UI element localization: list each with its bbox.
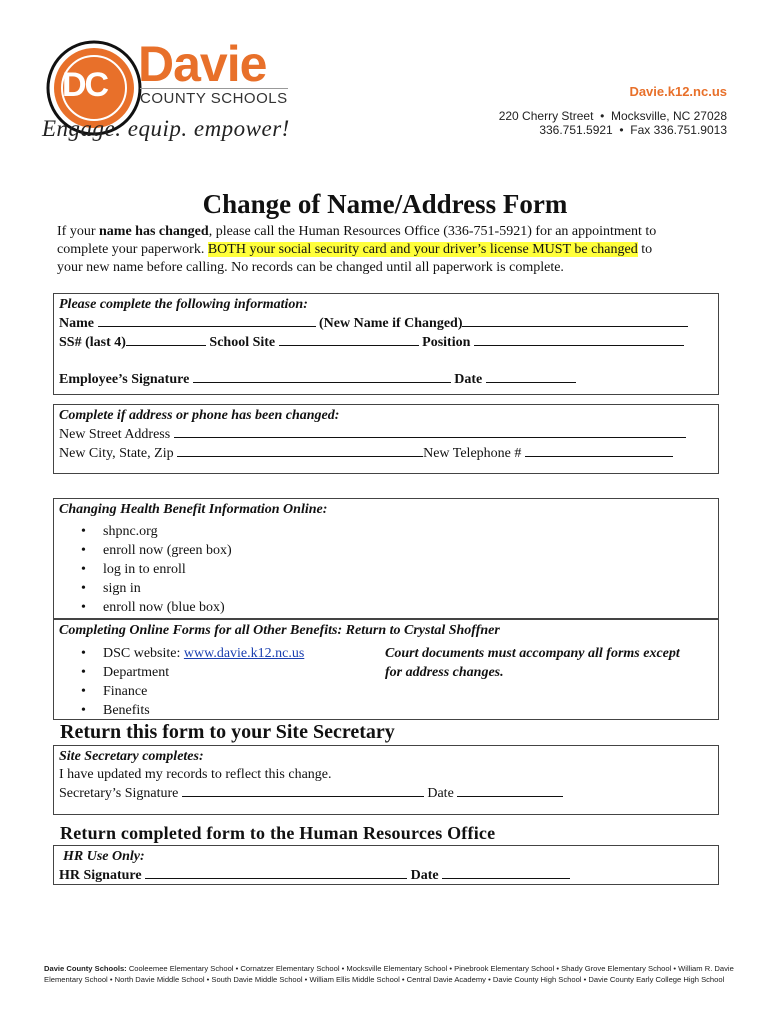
intro-paragraph: [57, 223, 737, 277]
intro-line-2: complete your paperwork. BOTH your social security card and your driver’s license MUST be changed to: [57, 242, 653, 257]
footer-school-list: [44, 963, 734, 985]
other-benefits-heading: Completing Online Forms for all Other Benefits: Return to Crystal Shoffner: [59, 623, 500, 638]
street-row: New Street Address: [59, 425, 686, 444]
new-telephone-field[interactable]: [525, 444, 673, 457]
school-site-field[interactable]: [279, 333, 419, 346]
employee-info-heading: Please complete the following information:: [59, 297, 308, 312]
intro-line-3: your new name before calling. No records can be changed until all paperwork is complete.: [57, 260, 564, 275]
phone-fax-text: 336.751.5921 • Fax 336.751.9013: [539, 123, 727, 137]
dsc-website-link[interactable]: www.davie.k12.nc.us: [183, 646, 305, 661]
logo-subtitle: COUNTY SCHOOLS: [140, 90, 288, 107]
health-benefit-heading: Changing Health Benefit Information Online:: [59, 502, 328, 517]
hr-office-title: Return completed form to the Human Resources Office: [60, 823, 496, 843]
hr-use-heading: HR Use Only:: [63, 849, 145, 864]
hr-use-section: [59, 848, 570, 885]
footer-line-1: Davie County Schools: Cooleemee Elementary School • Cornatzer Elementary School • Mocksville Elementary School • Pinebrook Elementary School • Shady Grove Elementary School • William R. Davie: [44, 964, 734, 973]
logo-initials: DC: [62, 66, 108, 104]
ss-school-position-row: SS# (last 4) School Site Position: [59, 333, 688, 352]
site-secretary-heading: Site Secretary completes:: [59, 749, 204, 764]
employee-signature-field[interactable]: [193, 370, 451, 383]
letterhead: [0, 0, 770, 160]
employee-date-field[interactable]: [486, 370, 576, 383]
site-secretary-title: Return this form to your Site Secretary: [60, 721, 395, 743]
footer-line-2: Elementary School • North Davie Middle School • South Davie Middle School • William Ellis Middle School • Central Davie Academy • Davie County High School • Davie County Early College High School: [44, 975, 725, 984]
court-documents-note: Court documents must accompany all forms except for address changes.: [385, 646, 680, 680]
ss-last4-field[interactable]: [126, 333, 206, 346]
hr-date-field[interactable]: [442, 866, 570, 879]
list-item: • Benefits: [81, 701, 500, 720]
list-item: • log in to enroll: [81, 560, 327, 579]
intro-line-1: If your name has changed, please call the Human Resources Office (336-751-5921) for an appointment to: [57, 224, 657, 239]
list-item: • Finance: [81, 682, 500, 701]
logo-tagline: Engage. equip. empower!: [42, 116, 290, 141]
list-item: • shpnc.org: [81, 522, 327, 541]
hr-signature-field[interactable]: [145, 866, 407, 879]
address-change-heading: Complete if address or phone has been changed:: [59, 408, 340, 423]
health-benefit-section: [59, 501, 327, 617]
new-name-field[interactable]: [462, 314, 688, 327]
address-change-section: [59, 407, 686, 463]
hr-signature-row: HR Signature Date: [59, 866, 570, 885]
page-title: Change of Name/Address Form: [202, 189, 568, 219]
list-item: • enroll now (blue box): [81, 598, 327, 617]
secretary-signature-field[interactable]: [182, 784, 424, 797]
employee-signature-row: Employee’s Signature Date: [59, 370, 688, 389]
website-text: Davie.k12.nc.us: [629, 84, 727, 99]
employee-info-section: [59, 296, 688, 389]
position-field[interactable]: [474, 333, 684, 346]
site-secretary-section: [59, 748, 563, 803]
list-item: • DSC website: www.davie.k12.nc.us: [81, 644, 500, 663]
new-city-field[interactable]: [177, 444, 423, 457]
secretary-signature-row: Secretary’s Signature Date: [59, 784, 563, 803]
address-text: 220 Cherry Street • Mocksville, NC 27028: [498, 109, 727, 123]
name-field[interactable]: [98, 314, 316, 327]
list-item: • enroll now (green box): [81, 541, 327, 560]
site-secretary-statement: I have updated my records to reflect this change.: [59, 767, 332, 782]
city-phone-row: New City, State, Zip New Telephone #: [59, 444, 686, 463]
new-street-field[interactable]: [174, 425, 686, 438]
health-benefit-list: [81, 522, 327, 617]
logo-wordmark: Davie: [138, 36, 267, 92]
highlighted-requirement: BOTH your social security card and your driver’s license MUST be changed: [207, 242, 638, 257]
list-item: • Department: [81, 663, 500, 682]
list-item: • sign in: [81, 579, 327, 598]
secretary-date-field[interactable]: [457, 784, 563, 797]
name-row: Name (New Name if Changed): [59, 314, 688, 333]
